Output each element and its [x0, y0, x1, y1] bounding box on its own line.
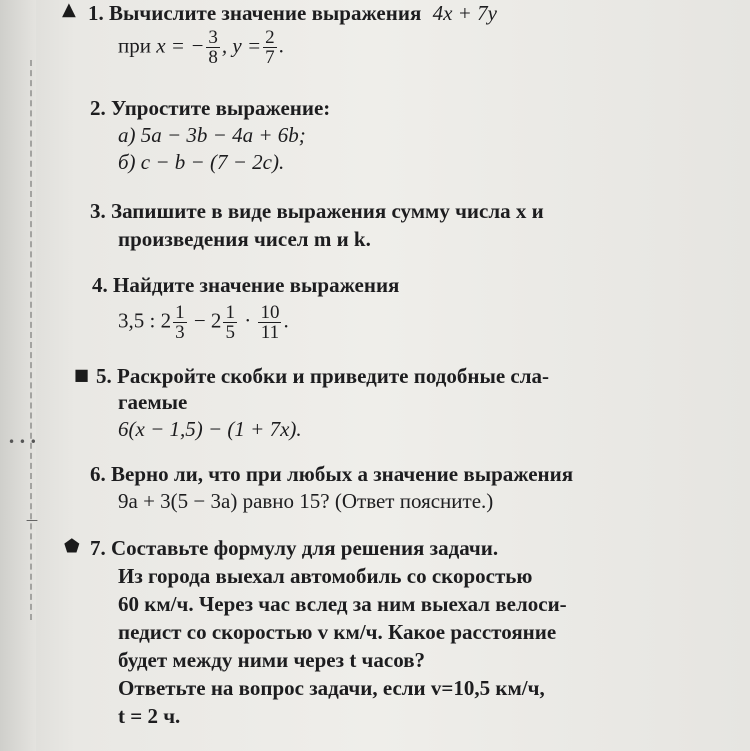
- task2-text: Упростите выражение:: [111, 96, 331, 120]
- task5-line1: [96, 363, 549, 389]
- task4-expression: 3,5 : 2 $\frac{1}{3}$ − 2 $\frac{1}{5}$ · $\frac{10}{11}$ .: [118, 302, 289, 343]
- task4-fraction2: $\frac{1}{5}$: [225, 302, 235, 343]
- task1-y-fraction: $\frac{2}{7}$: [265, 27, 275, 68]
- task6-number: 6.: [90, 462, 106, 486]
- task5-text: Раскройте скобки и приведите подобные сла-: [117, 364, 550, 388]
- square-icon: ■: [74, 365, 90, 384]
- task3-text: Запишите в виде выражения сумму числа x и: [111, 199, 544, 223]
- task3-line1: [90, 198, 544, 224]
- task7-number: 7.: [90, 536, 106, 560]
- task7-line4: педист со скоростью v км/ч. Какое расстояние: [118, 620, 557, 644]
- task6-line2: 9a + 3(5 − 3a) равно 15? (Ответ поясните.): [118, 489, 494, 513]
- task6-text: Верно ли, что при любых a значение выражения: [111, 462, 574, 486]
- margin-dash-line: [30, 60, 32, 620]
- task5-line2: гаемые: [118, 390, 188, 414]
- task7-line3: 60 км/ч. Через час вслед за ним выехал велоси-: [118, 592, 567, 616]
- task1-x-fraction: $\frac{3}{8}$: [208, 27, 218, 68]
- pentagon-icon: ⬟: [64, 536, 80, 557]
- triangle-icon: ▲: [62, 0, 76, 20]
- gutter-tick: —: [26, 513, 38, 527]
- task3-number: 3.: [90, 199, 106, 223]
- task1-prefix: при: [118, 33, 151, 58]
- task7-text: Составьте формулу для решения задачи.: [111, 536, 499, 560]
- task6-line1: [90, 461, 573, 487]
- task5-number: 5.: [96, 364, 112, 388]
- task3-line2: произведения чисел m и k.: [118, 227, 371, 251]
- task1-expr: 4x + 7y: [432, 1, 497, 25]
- task4-fraction3: $\frac{10}{11}$: [260, 302, 280, 343]
- gutter-dots: • • •: [8, 435, 37, 449]
- task7-line7: t = 2 ч.: [118, 704, 181, 728]
- task1-line2: при x = − $\frac{3}{8}$ , y = $\frac{2}{7}$ .: [118, 27, 284, 68]
- task4-number: 4.: [92, 273, 108, 297]
- task7-line5: будет между ними через t часов?: [118, 648, 426, 672]
- task7-line1: [90, 535, 498, 561]
- task2-a: а) 5a − 3b − 4a + 6b;: [118, 123, 306, 147]
- task4-fraction1: $\frac{1}{3}$: [175, 302, 185, 343]
- task2-b: б) c − b − (7 − 2c).: [118, 150, 285, 174]
- task7-line6: Ответьте на вопрос задачи, если v=10,5 км/ч,: [118, 676, 545, 700]
- task1-x-label: x = −: [156, 33, 205, 58]
- task1-text: Вычислите значение выражения: [109, 1, 422, 25]
- task4-title: [92, 272, 399, 298]
- task7-line2: Из города выехал автомобиль со скоростью: [118, 564, 533, 588]
- task2-number: 2.: [90, 96, 106, 120]
- task4-text: Найдите значение выражения: [113, 273, 400, 297]
- task1-line1: [88, 0, 497, 26]
- task1-y-label: , y =: [221, 33, 262, 58]
- task5-line3: 6(x − 1,5) − (1 + 7x).: [118, 417, 302, 441]
- task1-number: 1.: [88, 1, 104, 25]
- task2-title: [90, 95, 330, 121]
